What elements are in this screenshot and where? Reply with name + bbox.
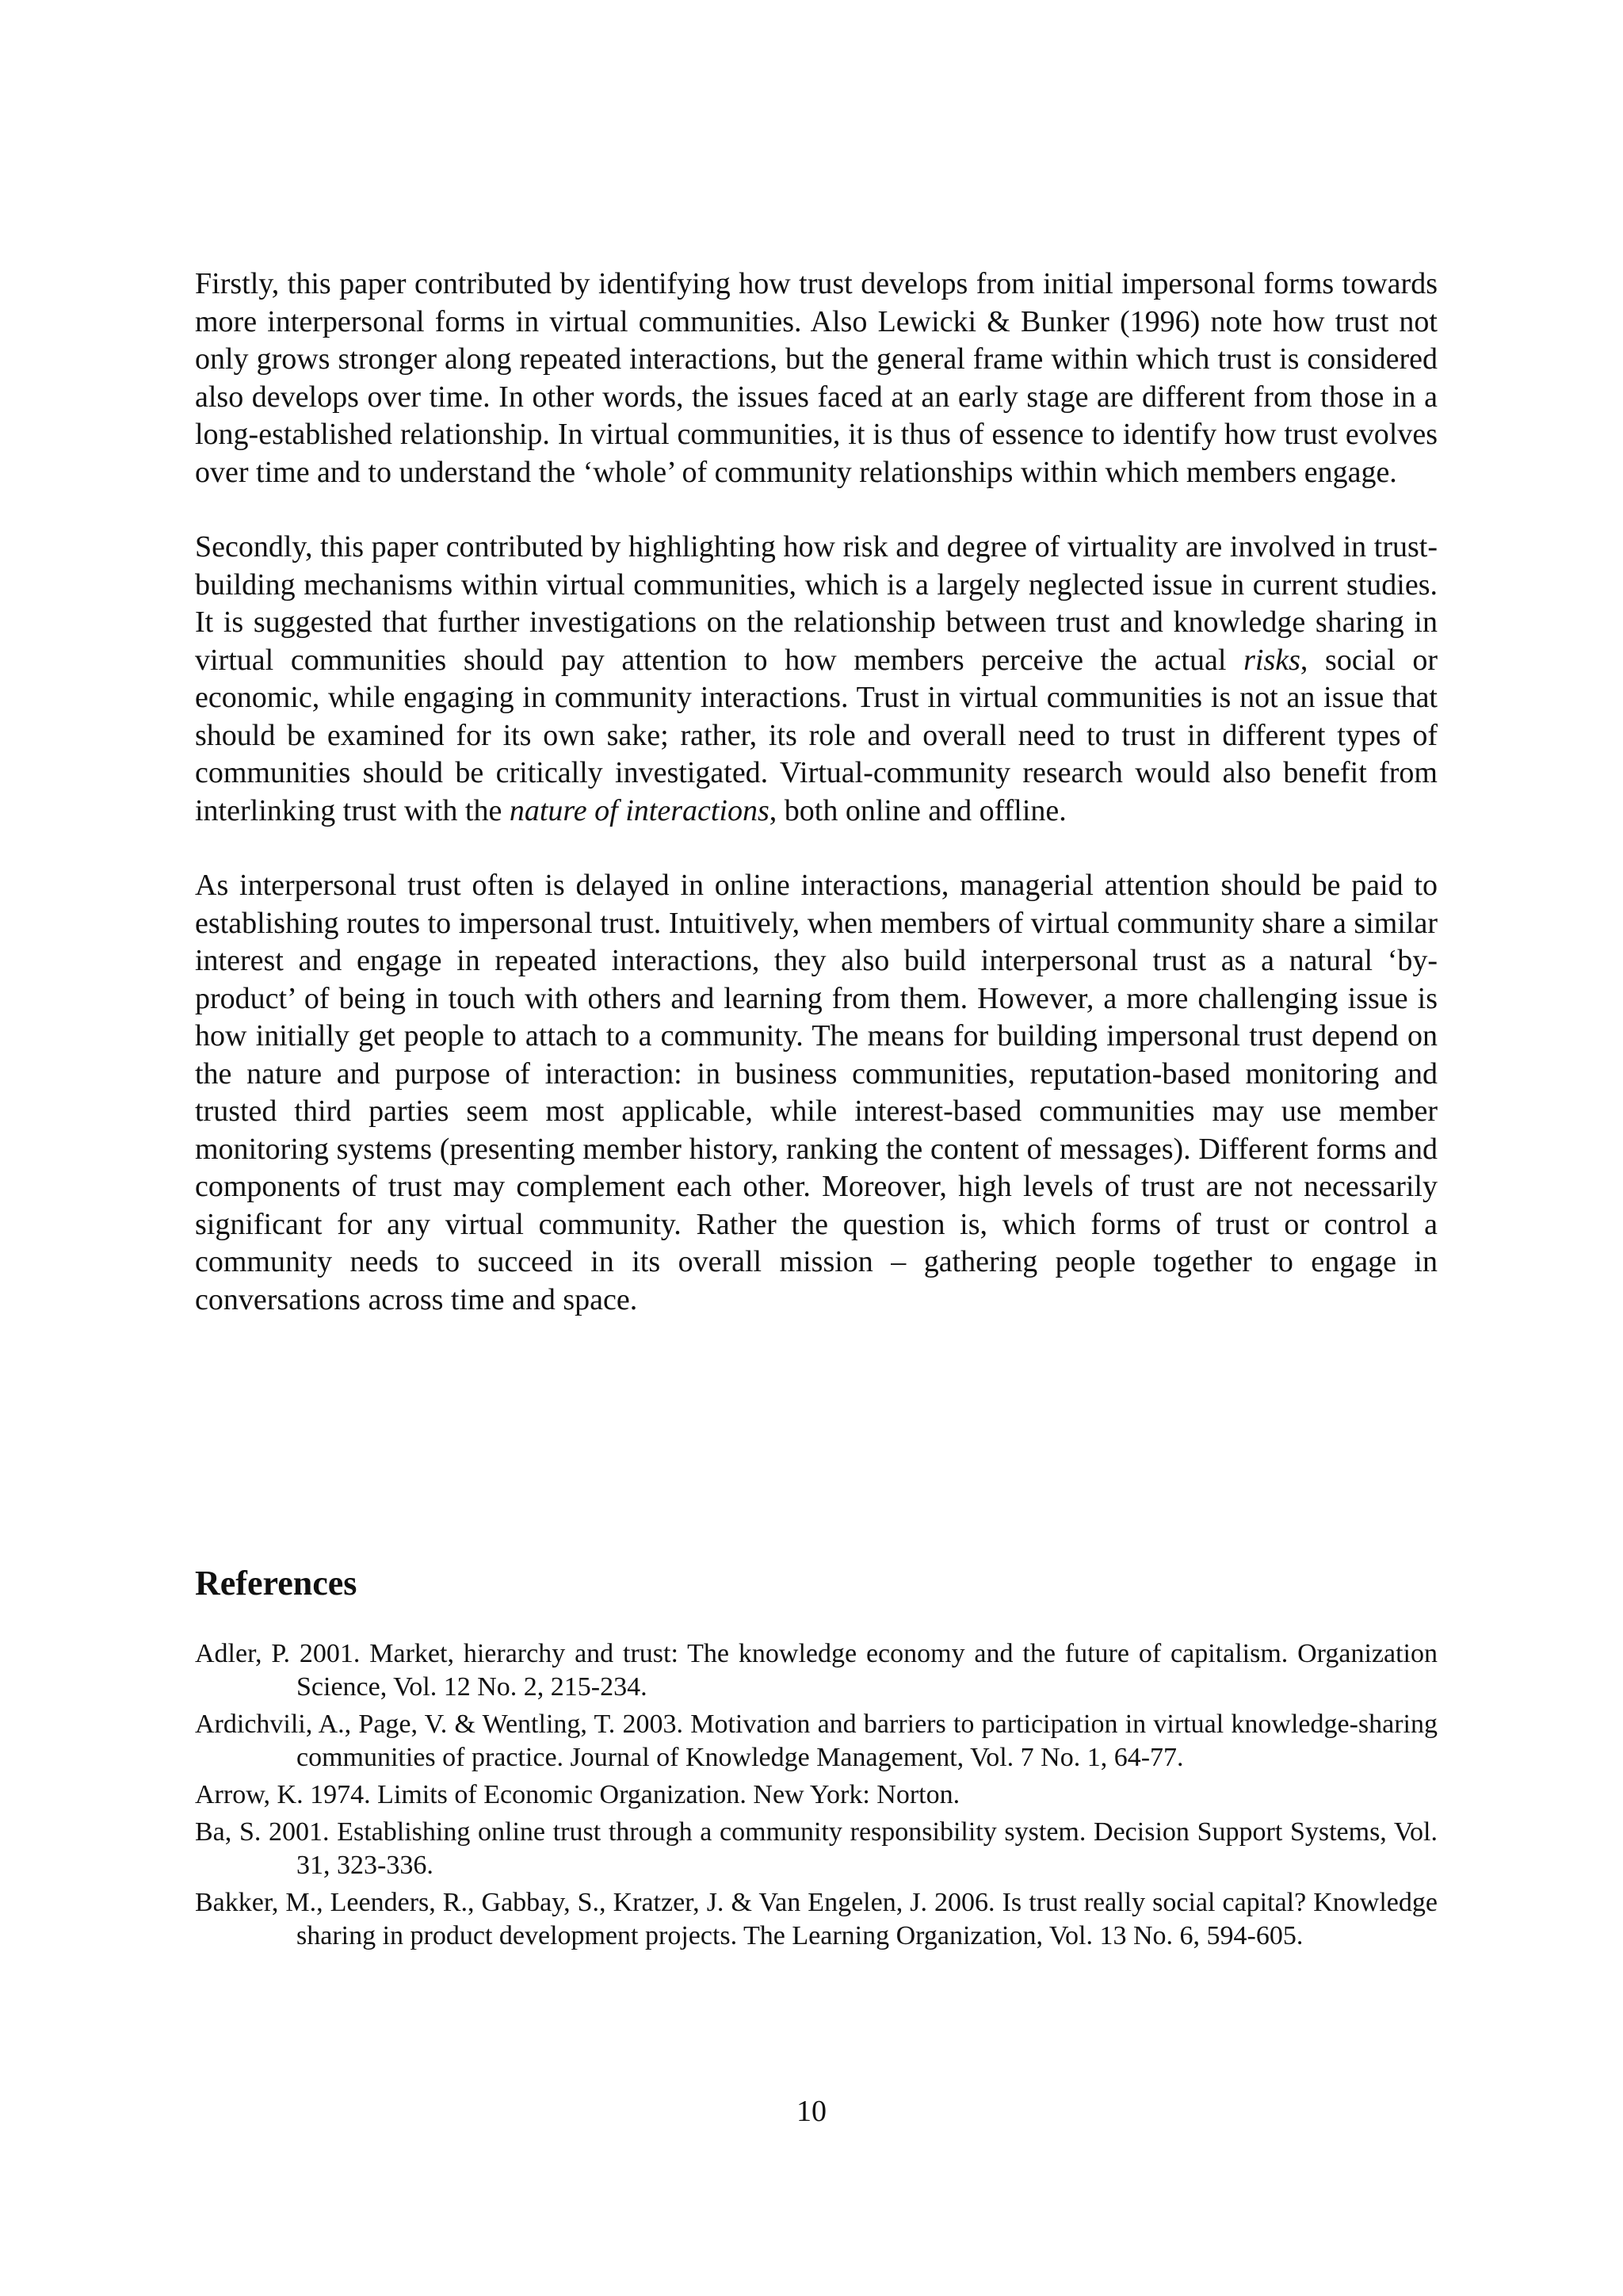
paragraph-2-emphasis-risks: risks [1243,643,1300,677]
paragraph-2-text-a: Secondly, this paper contributed by highlighting how risk and degree of virtuality are involved in trust-building mechanisms within virtual communities, which is a largely neglected issue in current studies. It is suggested that further investigations on the relationship between trust and knowledge sharing in virtual communities should pay attention to how members perceive the actual [195,530,1438,677]
references-heading: References [195,1564,357,1603]
reference-item: Arrow, K. 1974. Limits of Economic Organization. New York: Norton. [195,1780,960,1809]
reference-item: Bakker, M., Leenders, R., Gabbay, S., Kratzer, J. & Van Engelen, J. 2006. Is trust really social capital? Knowledge sharing in product development projects. The Learning Organization, Vol. 13 No. 6, 594-605. [195,1888,1438,1950]
reference-item: Ba, S. 2001. Establishing online trust through a community responsibility system. Decision Support Systems, Vol. 31, 323-336. [195,1817,1438,1880]
reference-list [195,1637,1438,1957]
page-number: 10 [796,2095,827,2128]
paragraph-2-text-b: , social or economic, while engaging in community interactions. Trust in virtual communities is not an issue that should be examined for its own sake; rather, its role and overall need to trust in different types of communities should be critically investigated. Virtual-community research would also benefit from interlinking trust with the [195,643,1438,827]
paragraph-1 [195,266,1438,491]
paragraph-1-text: Firstly, this paper contributed by identifying how trust develops from initial impersonal forms towards more interpersonal forms in virtual communities. Also Lewicki & Bunker (1996) note how trust not only grows stronger along repeated interactions, but the general frame within which trust is considered also develops over time. In other words, the issues faced at an early stage are different from those in a long-established relationship. In virtual communities, it is thus of essence to identify how trust evolves over time and to understand the ‘whole’ of community relationships within which members engage. [195,267,1438,489]
body-text [195,266,1438,1356]
reference-item: Adler, P. 2001. Market, hierarchy and trust: The knowledge economy and the future of capitalism. Organization Science, Vol. 12 No. 2, 215-234. [195,1639,1438,1702]
reference-item: Ardichvili, A., Page, V. & Wentling, T. 2003. Motivation and barriers to participation in virtual knowledge-sharing communities of practice. Journal of Knowledge Management, Vol. 7 No. 1, 64-77. [195,1710,1438,1772]
paragraph-2-emphasis-nature: nature of interactions [509,793,769,827]
paragraph-3 [195,867,1438,1319]
paragraph-2 [195,529,1438,830]
paragraph-2-text-c: , both online and offline. [769,793,1067,827]
paragraph-3-text: As interpersonal trust often is delayed in online interactions, managerial attention should be paid to establishing routes to impersonal trust. Intuitively, when members of virtual community share a similar interest and engage in repeated interactions, they also build interpersonal trust as a natural ‘by-product’ of being in touch with others and learning from them. However, a more challenging issue is how initially get people to attach to a community. The means for building impersonal trust depend on the nature and purpose of interaction: in business communities, reputation-based monitoring and trusted third parties seem most applicable, while interest-based communities may use member monitoring systems (presenting member history, ranking the content of messages). Different forms and components of trust may complement each other. Moreover, high levels of trust are not necessarily significant for any virtual community. Rather the question is, which forms of trust or control a community needs to succeed in its overall mission – gathering people together to engage in conversations across time and space. [195,869,1438,1316]
